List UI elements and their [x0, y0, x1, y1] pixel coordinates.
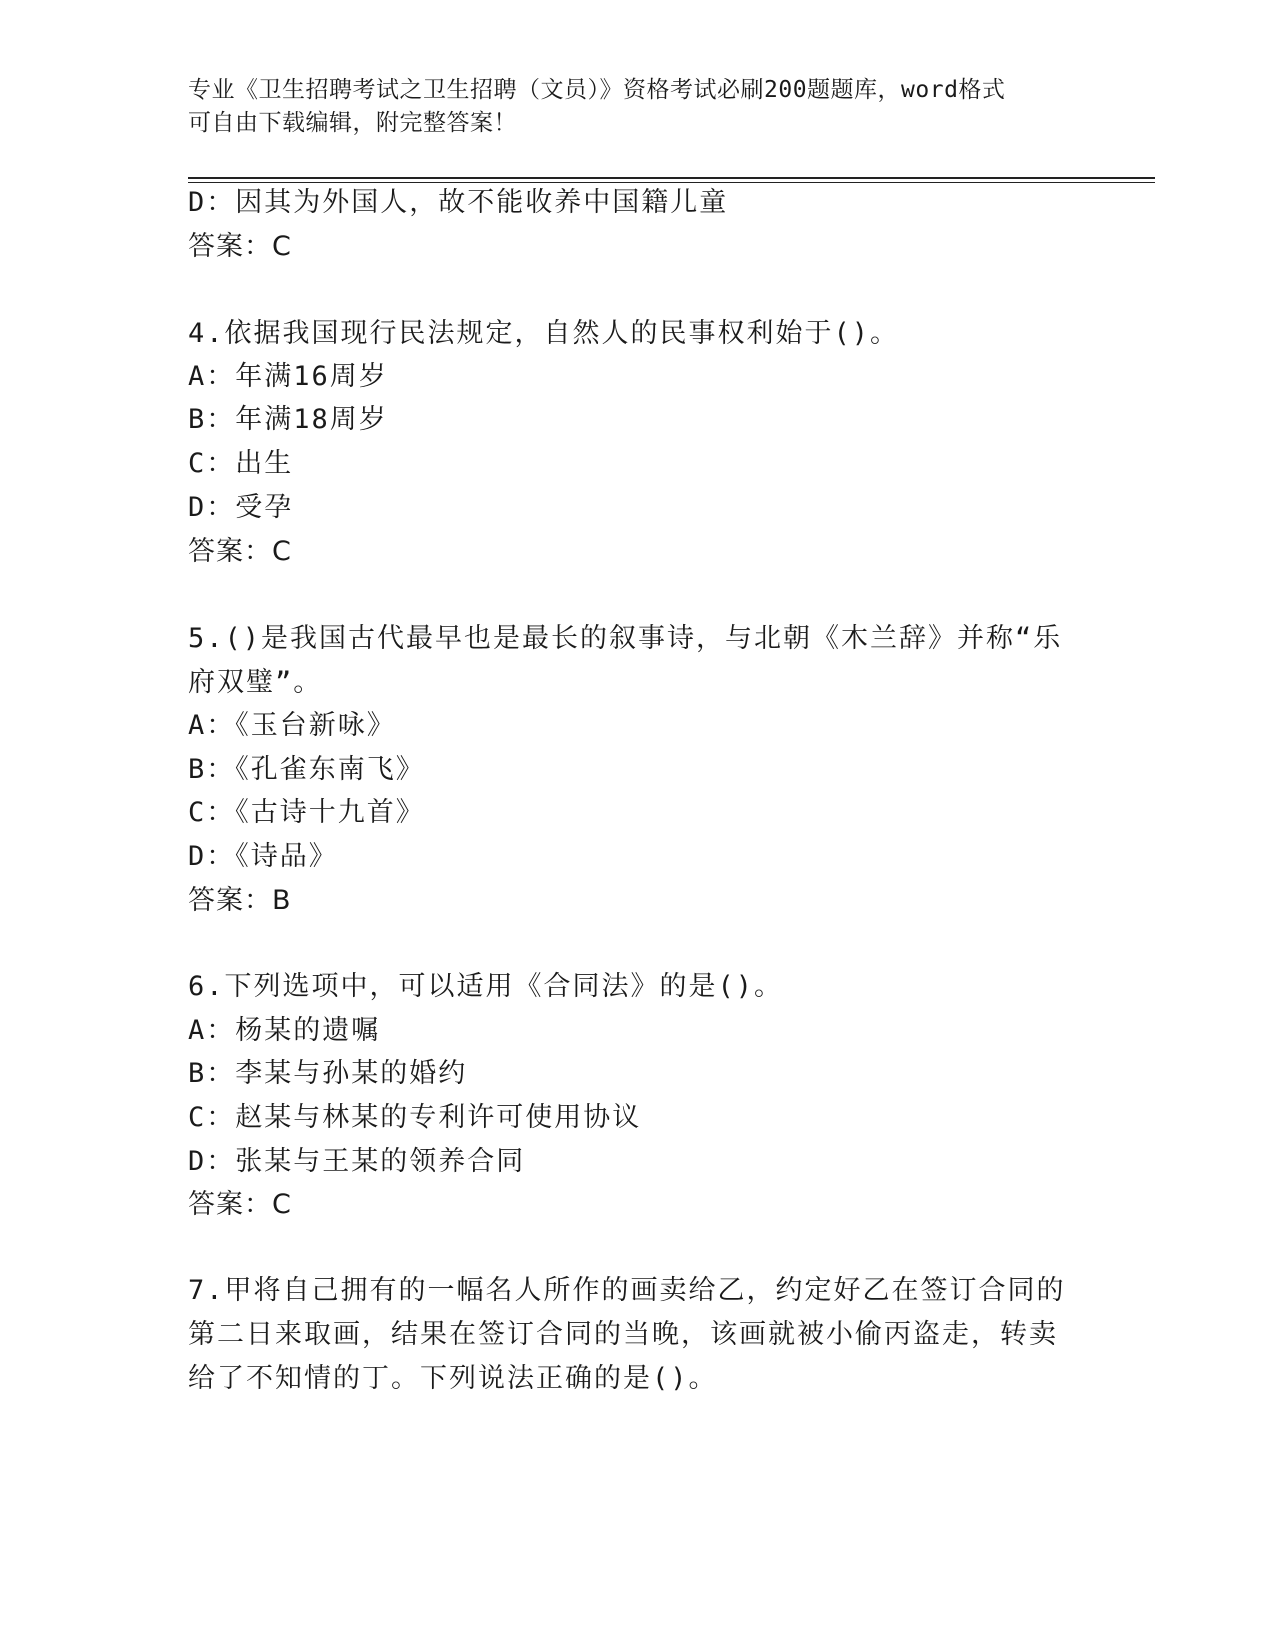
q4-option-c: C：出生	[188, 448, 294, 479]
q6-option-a: A：杨某的遗嘱	[188, 1015, 381, 1046]
header-line-2: 可自由下载编辑，附完整答案！	[188, 110, 517, 136]
q5-option-c: C：《古诗十九首》	[188, 797, 425, 828]
q6-stem: 6.下列选项中，可以适用《合同法》的是()。	[188, 971, 784, 1002]
q5-option-b: B：《孔雀东南飞》	[188, 754, 425, 785]
q5-answer: 答案：B	[188, 885, 292, 916]
q4-stem: 4.依据我国现行民法规定，自然人的民事权利始于()。	[188, 318, 900, 349]
q4-option-d: D：受孕	[188, 492, 294, 523]
q6-option-d: D：张某与王某的领养合同	[188, 1146, 526, 1177]
q6-option-c: C：赵某与林某的专利许可使用协议	[188, 1102, 642, 1133]
q6-answer: 答案：C	[188, 1189, 292, 1220]
header-divider-thick	[188, 177, 1155, 179]
q5-option-a: A：《玉台新咏》	[188, 710, 396, 741]
prev-option-d: D：因其为外国人，故不能收养中国籍儿童	[188, 187, 729, 218]
prev-answer: 答案：C	[188, 231, 292, 262]
q6-option-b: B：李某与孙某的婚约	[188, 1058, 468, 1089]
q4-answer: 答案：C	[188, 536, 292, 567]
header-line-1: 专业《卫生招聘考试之卫生招聘（文员）》资格考试必刷200题题库，word格式	[188, 77, 1006, 103]
q5-option-d: D：《诗品》	[188, 841, 338, 872]
document-header	[188, 74, 1068, 140]
q4-option-b: B：年满18周岁	[188, 404, 388, 435]
q7-stem-line-2: 第二日来取画，结果在签订合同的当晚，该画就被小偷丙盗走，转卖	[188, 1319, 1058, 1350]
q5-stem-line-1: 5.()是我国古代最早也是最长的叙事诗，与北朝《木兰辞》并称“乐	[188, 623, 1063, 654]
q7-stem-line-1: 7.甲将自己拥有的一幅名人所作的画卖给乙，约定好乙在签订合同的	[188, 1275, 1066, 1306]
q7-stem-line-3: 给了不知情的丁。下列说法正确的是()。	[188, 1363, 718, 1394]
q5-stem-line-2: 府双璧”。	[188, 667, 323, 698]
q4-option-a: A：年满16周岁	[188, 361, 388, 392]
